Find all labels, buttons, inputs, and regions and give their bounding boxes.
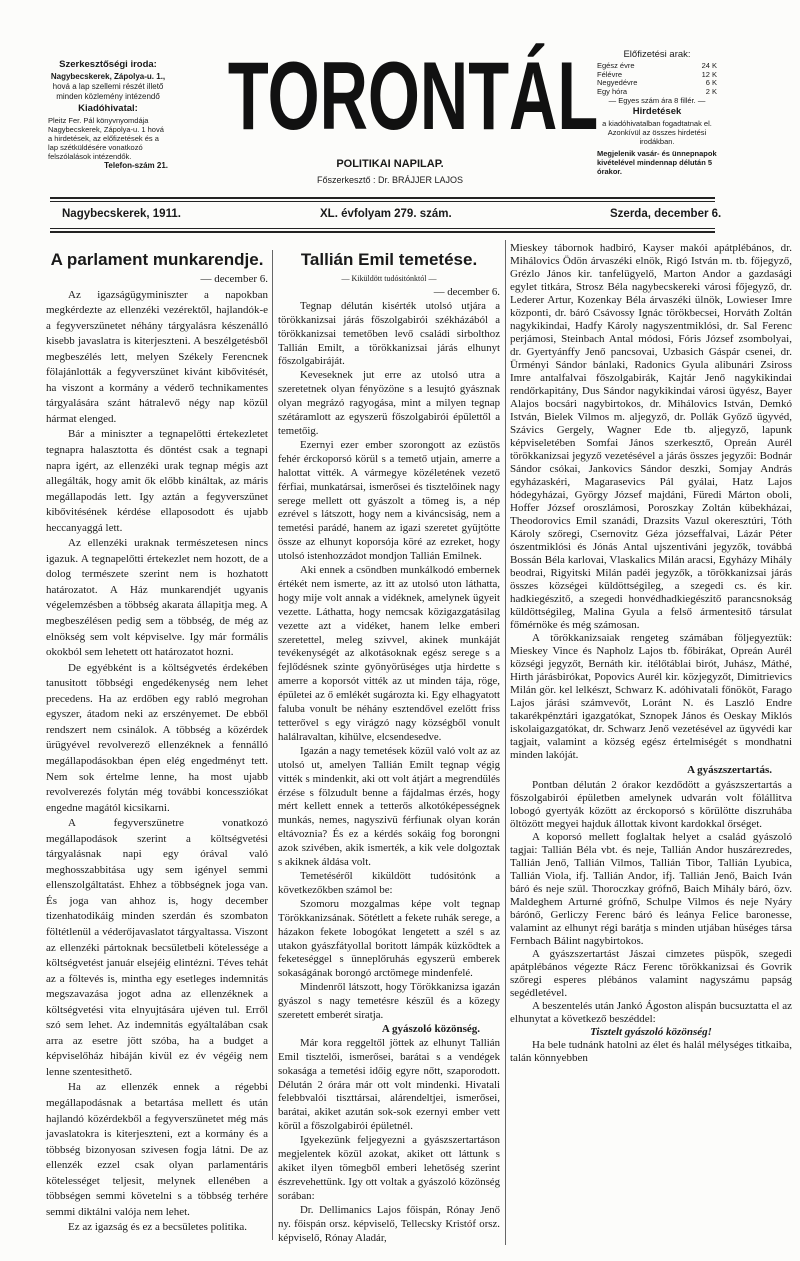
publisher-text: Pleitz Fer. Pál könyvnyomdája Nagybecskerek, Zápolya-u. 1 hová a hirdetések, az előfizetések és a lap szétküldésére vonatkozó felszólalások intézendők. (48, 116, 164, 161)
paragraph: Már kora reggeltől jöttek az elhunyt Tallián Emil tisztelői, ismerősei, barátai s a vendégek sokasága a temetési időig egyre nőtt, szaporodott. Délután 2 órára már ott volt mindenki. Hivatali felebbvalói tiszttársai, alárendeltjei, ismerősei, barátai, akiket azután sok-sok ezernyi ember vett körül a főszolgabirói épületnél. (278, 1036, 500, 1133)
price-value: 2 K (705, 86, 717, 96)
editor-in-chief: Főszerkesztő : Dr. BRÁJJER LAJOS (316, 175, 464, 185)
paragraph: A törökkanizsaiak rengeteg számában följegyeztük: Mieskey Vince és Napholz Lajos tb. főbirákat, Opreán Aurél községi jegyzőt, Bernáth kir. itélőtáblai birót, Juhász, Máthé, Hirth járásbirókat, Popovics Aurél kir. közjegyzőt, Dimitrievics Milán gör. kel lelkészt, Schwarz K. adóhivatali főnököt, Farago Lajos járási számvevőt, Loránt N. és Laszló Endre takarékpénztári igazgatókat, Sznopek János és Oeskay Miklós iskolaigazgatókat, dr. Schwarz Jenő vezetésével az ügyvédi kar tagjait, valamint a község egész értelmiségét s mondhatni minden lakóját. (510, 632, 792, 761)
paragraph: A beszentelés után Jankó Ágoston alispán bucsuztatta el az elhunytat a következő beszéddel: (510, 1000, 792, 1025)
paragraph: A koporsó mellett foglaltak helyet a család gyászoló tagjai: Tallián Béla vbt. és neje, Tallián Andor huszárezredes, Tallián Jenő, Tallián Vilmos, Tallián Tibor, Tallián Lyubica, Tallián Viola, ifj. Tallián Andor, ifj. Tallián Jenő, Baich Iván báró és neje szül. Thoroczkay grófnő, Baich Mihály báró, özv. Maldeghem Arturné grófnő, Schulpe Vilmos és neje Nyáry bárónő, Gerliczy Ferenc báró és leánya Felice baronesse, valamint az elhunyt régi barátja s minden utjában hüséges társa Fernbach Bálint nagybirtokos. (510, 831, 792, 947)
price-label: Egész évre (597, 61, 635, 70)
paragraph: Az igazságügyminiszter a napokban megkérdezte az ellenzéki vezérektől, hajlandók-e a fegyverszünetet néhány tárgyalásra készenálló kisebb javaslatra is kiterjeszteni. A beszélgetésből megbeszélés lett, melyen Székely Ferencnek fölajánlották a fegyverszünet kivánt kibővitését, ha viszont a kormány a véderő technikamentes tárgyalására szánt hátralevő négy nap közül hármat elenged. (46, 288, 268, 425)
office-heading: Szerkesztőségi iroda: (59, 59, 157, 70)
newspaper-subtitle: POLITIKAI NAPILAP. (336, 158, 444, 170)
office-note: hová a lap szellemi részét illető minden közlemény intézendő (52, 82, 164, 101)
paragraph: Ha az ellenzék ennek a régebbi megállapodásnak a betartása mellett és után hajlandó közérdekből a fegyverszünetet még más javaslatokra is kiterjeszteni, ezt a kormány és a többség bizonyosan szivesen fogja látni. De az ellenzék ezzel csak olyan parlamentáris kötelességet teljesit, melynek ellenében a többségen semmi követelni s a többség terhére semmi diktálni valója nem lehet. (46, 1081, 268, 1218)
article-tallian-funeral (278, 248, 500, 1245)
price-value: 12 K (701, 69, 717, 79)
dateline-date: Szerda, december 6. (610, 208, 722, 220)
price-value: 6 K (705, 78, 717, 87)
column-divider (272, 250, 273, 1240)
article-parlament (46, 248, 268, 1236)
paragraph: Mieskey tábornok hadbiró, Kayser makói apátplébános, dr. Mihálovics Ödön árvaszéki elnök, Rigó István m. tb. főjegyző, Grézlo János kir. tanfelügyelő, Marton Andor a gazdasági egylet titkára, Strosz Béla nagybecskereki városi főjegyző, dr. Lederer Artur, Kozenkay Béla árvaszéki ülnök, Lowieser Imre központi, dr. báró Csávossy Ignác törökbecsei, Horváth Zoltán nagykikindai, Hadfy Károly nagyszentmiklósi, dr. Sal Ferenc perjámosi, Steinbach Antal módosi, Fóris József zsombolyai, dr. Gyertyánffy Jenő pancsovai, Uzbasich Gáspár csenei, dr. Ürményi Sándor bánlaki, Radonics Gyula alibunári Zsiross Imre antalfalvai főszolgabirák, Kajtár Jenő nagykikindai rendőrkapitány, Dus Sándor nagykikindai városi ügyész, Bayer Alajos bocsári nagybirtokos, dr. Mihálovics István, Demkó István, Bielek Vilmos m. aljegyző, dr. Pollák Győző ügyvéd, Szávics Gergely, Wagner Ede tb. aljegyző, lapunk képviseletében Somfai János szerkesztő, Opreán Aurél törökkanizsai jegyző vezetésével a járás összes jegyzői: Bodnár Sándor csókai, Jankovics Sándor deszki, Somjay András egyházaskéri, Magarasevics Pál gyálai, Hatz Lajos hódegyházai, György József majdáni, Füredi Márton oboli, Hoffer József oroszlámosi, Poroszkay Zoltán kübekházai, Theodorovics Emil szanádi, Drazsits Vazul okeresztúri, Tóth Károly szőregi, Csernovitz Géza józseffalvai, Lázár Péter ószentmiklósi és Jónás Antal ujszentiváni jegyzők, továbbá Bossán Béla karlovai, Vlaskalics Milán aracsi, Egyházy Mihály beodrai, Rigyitski Milán padéi jegyzők, a törökkanizsai járás összes községei küldöttségileg, a szegedi cs. és kir. hadkiegészitő, a szegedi honvédhadkiegészitő parancsnokság küldöttségileg, Malina Gyula a felső ármentesitő társulat főmérnöke és még számosan. (510, 242, 792, 631)
dateline-volume: XL. évfolyam 279. szám. (320, 208, 452, 220)
paragraph: Dr. Dellimanics Lajos főispán, Rónay Jenő ny. főispán orsz. képviselő, Tellecsky Kristóf orsz. képviselő, Rónay Aladár, (278, 1203, 500, 1244)
price-label: Negyedévre (597, 78, 638, 87)
divider (50, 228, 715, 229)
paragraph: Az ellenzéki uraknak természetesen nincs igazuk. A tegnapelőtti értekezlet nem hozott, de a dolog természete szerint nem is hozhatott határozatot. A Ház munkarendjét ugyanis végelemzésben a többség akarata állapitja meg. A megbeszélésen pedig sem a többség, de még az elnökség sem volt képviselve. Igy már formális okokból sem lehetett ott határozatot hozni. (46, 537, 268, 659)
ads-heading: Hirdetések (632, 106, 682, 117)
headline: Tallián Emil temetése. (300, 250, 478, 269)
price-label: Félévre (597, 69, 623, 79)
divider (50, 201, 715, 202)
office-address: Nagybecskerek, Zápolya-u. 1., (50, 72, 166, 81)
price-label: Egy hóra (597, 86, 628, 96)
article-tallian-continued (510, 242, 792, 1065)
ads-text: a kiadóhivatalban fogadtatnak el. Azonkívül az összes hirdetési irodákban. (602, 119, 712, 146)
paragraph: Mindenről látszott, hogy Törökkanizsa igazán gyászol s nagy temetésre készül és a közegy szeretett emberét siratja. (278, 981, 500, 1022)
paragraph: Tegnap délután kisérték utolsó utjára a törökkanizsai járás főszolgabirói székházából a törökkanizsai temetőben levő családi sirbolthoz Tallián Emilt, a törökkanizsai járás elhunyt főszolgabiráját. (278, 299, 500, 368)
byline: — Kiküldött tudósitónktól — (341, 274, 437, 283)
paragraph: Temetéséről kiküldött tudósitónk a következőkben számol be: (278, 869, 500, 896)
phone-number: Telefon-szám 21. (104, 161, 168, 170)
paragraph: Ezernyi ezer ember szorongott az ezüstös fehér érckoporsó körül s a temető utjain, amerre a halottat vitték. A vármegye közéletének vezető férfiai, munkatársai, ismerősei és tisztelőinek nagy serege mellett ott gyászolt a tömeg is, a nép ezrével s látszott, hogy nem a kiváncsiság, nem a temetési parádé, hanem az igazi szeretet gyüjtötte össze az elhunyt koporsója köré az ezreket, hogy utolsó istenhozzádot mondjon Tallián Emilnek. (278, 438, 500, 563)
newspaper-title: TORONTÁL (227, 40, 599, 150)
price-value: 24 K (701, 61, 717, 70)
column-divider (505, 240, 506, 1245)
paragraph: Ha bele tudnánk hatolni az élet és halál mélységes titkaiba, talán könnyebben (510, 1039, 792, 1064)
headline: A parlament munkarendje. (50, 250, 264, 269)
subheading: A gyászszertartás. (687, 764, 772, 776)
masthead-subscription-box (597, 48, 717, 176)
publication-schedule: Megjelenik vasár- és ünnepnapok kivételével mindennap délután 5 órakor. (597, 149, 717, 176)
paragraph: Szomoru mozgalmas képe volt tegnap Törökkanizsának. Sötétlett a fekete ruhák serege, a házakon fekete lobogókat lengetett a szél s az utakon gyászfátyollal boritott lámpák küzködtek a feketeséggel s ünneplőruhás egyszerü emberek sokaságának borongó arctömege mindenfelé. (278, 897, 500, 980)
paragraph: Pontban délután 2 órakor kezdődött a gyászszertartás a főszolgabirói épületben amelynek udvarán volt fölállitva lobogó gyertyák között az érckoporsó s körülötte diszruhába öltözött megyei hajduk állottak kivont kardokkal őrséget. (510, 779, 792, 830)
speech-greeting: Tisztelt gyászoló közönség! (590, 1026, 712, 1038)
divider (50, 231, 715, 233)
paragraph: De egyébként is a költségvetés érdekében tanusitott többségi engedékenység nem lehet precedens. Ha az erdőben egy rabló megrohan egyszer, átadom neki az erszényemet. De ebből rendszert nem csinálok. A többség a közérdek ürügyével revolverező ellenzéknek a fennálló megállapodásokban épen elég engedményt tett. Nem sok értelme lenne, ha most ujabb revolverezés folytán még további koncessziókat engedne magától kicsikarni. (46, 661, 268, 814)
price-row (597, 88, 717, 97)
paragraph: Ez az igazság és ez a becsületes politika. (68, 1221, 247, 1234)
article-date: — december 6. (200, 273, 268, 285)
paragraph: A fegyverszünetre vonatkozó megállapodások szerint a költségvetési tárgyalásnak napi egy órával való meghosszabbitása ugy sem igényel semmi ellenszolgáltatást. Ehhez a többségnek joga van. És joga van ahhoz is, hogy december tizenhatodikáig minden szerdán és szombaton föltétlenül a véderőjavaslatot tárgyaltassa. Viszont az ellenzéki pártoknak becsületbeli kötelessége a költségvetést január elsejéig elintézni. Téves tehát az a föltevés is, mintha egy esetleges indemnitás megszavazása jogot adna az ellenzéknek a költségvetési vita elnyujtására ujéven tul. Erről szó sem lehet. Az indemnitás egyáltalában csak arra az esetre jött szóba, ha a budget a képviselőház hibáján kivül ez év végéig nem lenne szentesithető. (46, 817, 268, 1078)
article-date: — december 6. (433, 285, 500, 298)
paragraph: Keveseknek jut erre az utolsó utra a szeretetnek olyan fényözöne s a lesujtó gyásznak olyan megrázó ragyogása, mint a milyen tegnap szétáramlott az egyszerü főszolgabirói épülettől a temetőig. (278, 369, 500, 437)
paragraph: A gyászszertartást Jászai cimzetes püspök, szegedi apátplébános végezte Rácz Ferenc törökkanizsai és Govrik szőregi esperes plébános valamint nagyszámu papság segédletével. (510, 948, 792, 999)
paragraph: Aki ennek a csöndben munkálkodó embernek értékét nem ismerte, az itt az utolsó uton láthatta, hogy mije volt annak a vidéknek, amelynek ügyeit vezette. Láthatta, hogy nemcsak közigazgatásilag vezette azt a vidéket, hanem lelke emberi szeretettel, meleg szivvel, akinek munkáját tevékenységét az alkotásoknak egész serege s a fejlődésnek szinte gyönyörüséges utja hirdette s amerre a koporsót vitték az ut minden tája, röge, épületei az ő emlékét sugározta ki. Egy elhagyatott faluba vonult be néhány esztendővel ezelőtt friss tetterővel s egy virágzó nagy községből vonult halálravaltan, kihülve, elcsendesedve. (278, 564, 500, 743)
subheading: A gyászoló közönség. (381, 1022, 480, 1035)
masthead-office-box (48, 58, 168, 171)
single-issue-price: — Egyes szám ára 8 fillér. — (608, 96, 706, 105)
prices-heading: Előfizetési arak: (623, 49, 691, 60)
paragraph: Bár a miniszter a tegnapelőtti értekezletet tegnapra halasztotta és döntést csak a tegnapi napra igért, az ellenzéki urak tegnap mégis azt allegálták, hogy amit ők előbb kináltak, az máris megállapodás lett. Igy aztán a fegyverszünet kibővitésének kérdése ellaposodott és ujabb heccanyaggá lett. (46, 428, 268, 534)
divider (50, 197, 715, 199)
paragraph: Igyekezünk feljegyezni a gyászszertartáson megjelentek közül azokat, akiket ott láttunk s akiket ilyen tömegből emberi lehetőség szerint észrevehettünk. Igy ott voltak a gyászoló közönség sorában: (278, 1134, 500, 1202)
paragraph: Igazán a nagy temetések közül való volt az az utolsó ut, amelyen Tallián Emilt tegnap végig vitték s mindenkit, aki ott volt átjárt a megrendülés érzése s fölzudult benne a fájdalmas érzés, hogy mért kellett ennek a tetterős alkotóképességnek munkás, nemes, nagyszivü férfiunak olyan korán eltávoznia? És ez a kérdés sokáig fog borongni azok szivében, akik ismerték, a kik vele dolgoztak s akiknek áldása volt. (278, 744, 500, 869)
dateline-place-year: Nagybecskerek, 1911. (62, 208, 181, 220)
publisher-heading: Kiadóhivatal: (78, 103, 138, 114)
